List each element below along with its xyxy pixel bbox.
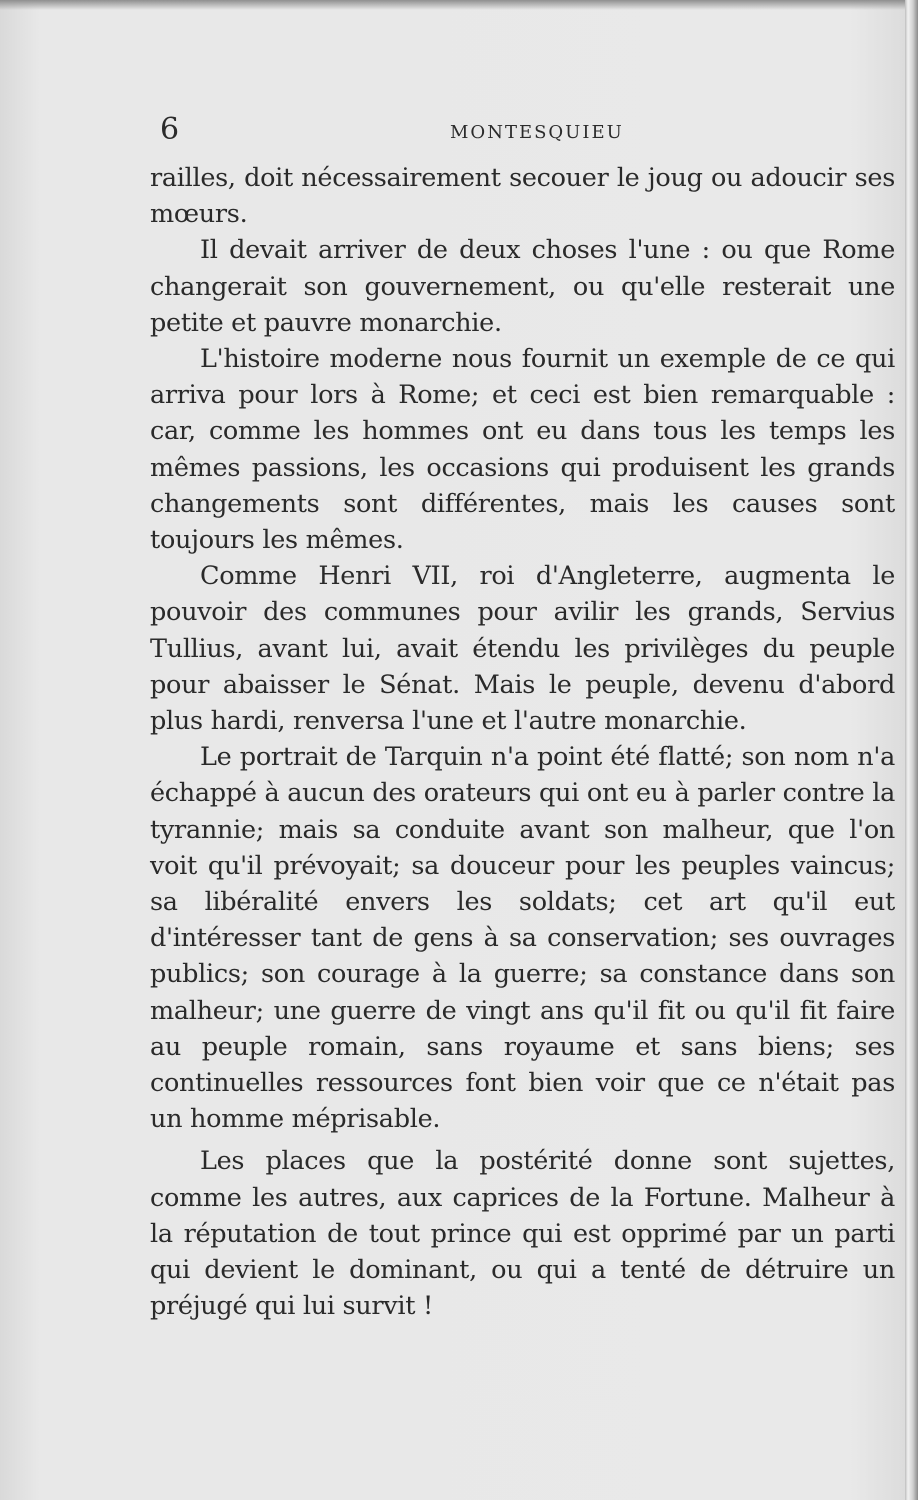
page-header [160,112,860,152]
body-text [150,160,895,1325]
paragraph: Les places que la postérité donne sont sujettes, comme les autres, aux caprices de la Fortune. Malheur à la réputation de tout prince qui est opprimé par un parti qui devient le dominant, ou qui a tenté de détruire un préjugé qui lui survit ! [150,1146,895,1322]
book-edge [905,0,918,1500]
paragraph: L'histoire moderne nous fournit un exemple de ce qui arriva pour lors à Rome; et ceci est bien remarquable : car, comme les hommes ont eu dans tous les temps les mêmes passions, les occasions qui produisent les grands changements sont différentes, mais les causes sont toujours les mêmes. [150,344,895,556]
page-number: 6 [160,112,180,147]
running-head: MONTESQUIEU [450,122,624,143]
paragraph: Comme Henri VII, roi d'Angleterre, augmenta le pouvoir des communes pour avilir les grands, Servius Tullius, avant lui, avait étendu les privilèges du peuple pour abaisser le Sénat. Mais le peuple, devenu d'abord plus hardi, renversa l'une et l'autre monarchie. [150,561,895,737]
paragraph: Il devait arriver de deux choses l'une : ou que Rome changerait son gouvernement, ou qu'elle resterait une petite et pauvre monarchie. [150,235,895,338]
page-top-shadow [0,0,905,10]
paragraph: Le portrait de Tarquin n'a point été flatté; son nom n'a échappé à aucun des orateurs qui ont eu à parler contre la tyrannie; mais sa conduite avant son malheur, que l'on voit qu'il prévoyait; sa douceur pour les peuples vaincus; sa libéralité envers les soldats; cet art qu'il eut d'intéresser tant de gens à sa conservation; ses ouvrages publics; son courage à la guerre; sa constance dans son malheur; une guerre de vingt ans qu'il fit ou qu'il fit faire au peuple romain, sans royaume et sans biens; ses continuelles ressources font bien voir que ce n'était pas un homme méprisable. [150,742,895,1135]
paragraph-continuation: railles, doit nécessairement secouer le joug ou adoucir ses mœurs. [150,163,895,230]
